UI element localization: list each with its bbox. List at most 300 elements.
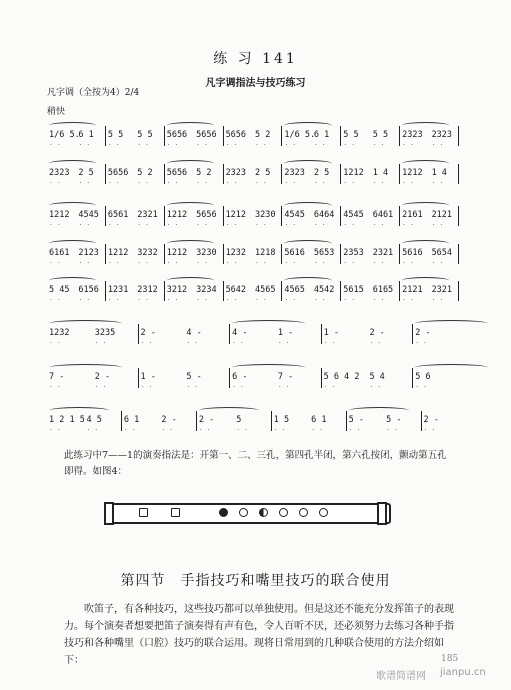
octave-dots: · · xyxy=(432,142,445,149)
octave-dots: · · xyxy=(373,260,386,267)
octave-dots: · · xyxy=(108,260,121,267)
octave-dots: · · xyxy=(50,222,62,229)
score-cell: 7 - xyxy=(277,372,294,382)
octave-dots: · · xyxy=(95,340,108,347)
exercise-subtitle: 凡字调指法与技巧练习 xyxy=(205,78,306,89)
octave-dots: · · xyxy=(370,384,383,391)
score-cell: 5654 xyxy=(431,248,453,258)
octave-dots: · · xyxy=(424,427,437,434)
bar-line xyxy=(223,206,224,226)
score-cell: 6 1 xyxy=(78,130,94,140)
flute-hole-2 xyxy=(299,508,308,517)
octave-dots: · · xyxy=(167,297,180,304)
octave-dots: · · xyxy=(197,142,209,149)
slur-mark xyxy=(284,160,331,167)
octave-dots: · · xyxy=(124,427,137,434)
score-cell: 1232 xyxy=(49,328,70,338)
octave-dots: · · xyxy=(278,384,291,391)
octave-dots: · · xyxy=(138,260,151,267)
octave-dots: · · xyxy=(167,180,180,187)
score-cell: 4545 xyxy=(284,210,305,220)
score-cell: 7 - xyxy=(49,372,65,382)
slur-mark xyxy=(402,277,449,284)
score-cell: 6561 xyxy=(107,210,129,220)
score-cell: 5615 xyxy=(343,285,364,295)
score-cell: 2323 xyxy=(431,130,453,140)
score-cell: 2 - xyxy=(140,328,156,338)
bar-line xyxy=(281,164,282,184)
octave-dots: · · xyxy=(87,427,100,434)
bar-line xyxy=(281,206,282,226)
octave-dots: · · xyxy=(416,340,428,347)
body-paragraph: 吹笛子，有各种技巧，这些技巧都可以单独使用。但是这还不能充分发挥笛子的表现力。每个演奏者想要把笛子演奏得有声有色，令人百听不厌，还必须努力去练习各种手指技巧和各种嘴里（口腔）技巧的联合运用。现将日常用到的几种联合使用的方法介绍如下： xyxy=(64,604,454,666)
flute-membrane-hole xyxy=(171,508,180,517)
score-cell: 3234 xyxy=(196,285,217,295)
octave-dots: · · xyxy=(50,384,62,391)
bar-line xyxy=(271,411,272,431)
score-cell: 5 4 xyxy=(369,372,385,382)
octave-dots: · · xyxy=(432,297,445,304)
flute-right-end xyxy=(377,502,387,525)
bar-line xyxy=(458,206,459,226)
score-cell: 6464 xyxy=(313,210,335,220)
octave-dots: · · xyxy=(237,427,249,434)
score-cell: 1231 xyxy=(107,285,129,295)
bar-line xyxy=(196,411,197,431)
octave-dots: · · xyxy=(432,222,445,229)
flute-hole-4 xyxy=(259,508,268,517)
slur-mark xyxy=(199,407,259,414)
score-cell: 1 5 xyxy=(273,415,290,425)
slur-mark xyxy=(167,277,214,284)
octave-dots: · · xyxy=(314,180,327,187)
octave-dots: · · xyxy=(138,297,151,304)
bar-line xyxy=(281,244,282,264)
score-cell: 2 - xyxy=(423,415,439,425)
bar-line xyxy=(223,281,224,301)
octave-dots: · · xyxy=(197,297,209,304)
score-cell: 2123 xyxy=(78,248,99,258)
score-cell: 5616 xyxy=(284,248,305,258)
bar-line xyxy=(340,244,341,264)
score-cell: 2121 xyxy=(402,285,423,295)
bar-line xyxy=(340,164,341,184)
score-cell: 1212 xyxy=(166,210,188,220)
slur-mark xyxy=(49,160,96,167)
score-cell: 3232 xyxy=(137,248,158,258)
slur-mark xyxy=(402,160,449,167)
octave-dots: · · xyxy=(324,384,337,391)
score-cell: 6165 xyxy=(372,285,394,295)
octave-dots: · · xyxy=(108,297,121,304)
score-cell: 2 - xyxy=(94,372,111,382)
octave-dots: · · xyxy=(50,340,62,347)
octave-dots: · · xyxy=(197,180,209,187)
octave-dots: · · xyxy=(167,260,180,267)
score-cell: 2312 xyxy=(137,285,158,295)
slur-mark xyxy=(49,320,122,327)
slur-mark xyxy=(284,202,331,209)
score-row xyxy=(47,238,459,272)
octave-dots: · · xyxy=(314,260,327,267)
score-cell: 5656 xyxy=(196,130,217,140)
bar-line xyxy=(138,324,139,344)
octave-dots: · · xyxy=(108,222,121,229)
bar-line xyxy=(399,281,400,301)
bar-line xyxy=(399,206,400,226)
octave-dots: · · xyxy=(187,340,200,347)
score-cell: 1212 xyxy=(402,168,423,178)
slur-mark xyxy=(402,202,449,209)
score-cell: 1 4 xyxy=(431,168,447,178)
octave-dots: · · xyxy=(108,180,121,187)
slur-mark xyxy=(167,202,214,209)
exercise-title: 练 习 141 xyxy=(213,51,298,67)
score-cell: 2321 xyxy=(431,285,453,295)
octave-dots: · · xyxy=(324,340,337,347)
slur-mark xyxy=(284,240,331,247)
score-cell: 3230 xyxy=(255,210,276,220)
octave-dots: · · xyxy=(274,427,287,434)
octave-dots: · · xyxy=(349,427,362,434)
score-cell: 1 2 1 5 xyxy=(49,415,85,425)
score-cell: 5 - xyxy=(348,415,364,425)
score-cell: 5 2 xyxy=(255,130,271,140)
flute-hole-5 xyxy=(239,508,248,517)
octave-dots: · · xyxy=(256,222,268,229)
score-cell: 1/6 5. xyxy=(49,130,80,140)
score-cell: 5 6 xyxy=(415,372,431,382)
octave-dots: · · xyxy=(167,222,180,229)
slur-mark xyxy=(167,160,214,167)
bar-line xyxy=(412,368,413,388)
octave-dots: · · xyxy=(50,180,62,187)
score-cell: 2323 xyxy=(284,168,305,178)
octave-dots: · · xyxy=(256,180,268,187)
score-cell: 6 1 xyxy=(313,130,330,140)
score-cell: 5 5 xyxy=(137,130,153,140)
score-cell: 3230 xyxy=(196,248,217,258)
bar-line xyxy=(229,324,230,344)
octave-dots: · · xyxy=(138,222,151,229)
bar-line xyxy=(105,244,106,264)
score-cell: 5 5 xyxy=(343,130,359,140)
octave-dots: · · xyxy=(50,427,62,434)
bar-line xyxy=(223,244,224,264)
score-row xyxy=(47,200,459,234)
octave-dots: · · xyxy=(167,142,180,149)
score-cell: 1 - xyxy=(140,372,156,382)
slur-mark xyxy=(49,202,96,209)
bar-line xyxy=(458,281,459,301)
bar-line xyxy=(458,164,459,184)
octave-dots: · · xyxy=(285,180,298,187)
octave-dots: · · xyxy=(256,297,268,304)
score-cell: 5642 xyxy=(225,285,247,295)
octave-dots: · · xyxy=(256,260,268,267)
score-cell: 2 5 xyxy=(78,168,94,178)
score-cell: 1 4 xyxy=(372,168,389,178)
bar-line xyxy=(399,244,400,264)
bar-line xyxy=(399,164,400,184)
score-cell: 2 - xyxy=(161,415,177,425)
score-cell: 5 - xyxy=(386,415,402,425)
bar-line xyxy=(229,368,230,388)
score-cell: 6156 xyxy=(78,285,99,295)
octave-dots: · · xyxy=(79,260,92,267)
score-cell: 2323 xyxy=(402,130,423,140)
octave-dots: · · xyxy=(226,222,239,229)
score-cell: 5 - xyxy=(186,372,202,382)
score-cell: 5 2 xyxy=(137,168,153,178)
score-cell: 6161 xyxy=(49,248,70,258)
octave-dots: · · xyxy=(233,384,245,391)
octave-dots: · · xyxy=(197,260,209,267)
score-cell: 2 - xyxy=(369,328,385,338)
score-cell: 5616 xyxy=(402,248,423,258)
bar-line xyxy=(421,411,422,431)
bar-line xyxy=(340,126,341,146)
bar-line xyxy=(412,324,413,344)
octave-dots: · · xyxy=(141,340,154,347)
octave-dots: · · xyxy=(138,180,151,187)
score-cell: 1/6 5. xyxy=(284,130,316,140)
octave-dots: · · xyxy=(403,180,415,187)
bar-line xyxy=(223,126,224,146)
octave-dots: · · xyxy=(403,222,415,229)
octave-dots: · · xyxy=(344,297,357,304)
score-cell: 6461 xyxy=(372,210,394,220)
score-cell: 6 - xyxy=(232,372,248,382)
key-signature: 凡字调（全按为4）2/4 xyxy=(47,88,140,98)
octave-dots: · · xyxy=(50,297,62,304)
score-cell: 5 6 4 2 xyxy=(323,372,360,382)
score-cell: 5 xyxy=(236,415,242,425)
slur-mark xyxy=(402,240,449,247)
octave-dots: · · xyxy=(403,142,415,149)
bar-line xyxy=(105,206,106,226)
octave-dots: · · xyxy=(344,180,357,187)
slur-mark xyxy=(167,122,214,129)
score-cell: 4565 xyxy=(284,285,305,295)
octave-dots: · · xyxy=(373,297,386,304)
score-cell: 4542 xyxy=(313,285,335,295)
octave-dots: · · xyxy=(416,384,428,391)
octave-dots: · · xyxy=(432,180,445,187)
section-heading: 第四节 手指技巧和嘴里技巧的联合使用 xyxy=(120,573,391,589)
octave-dots: · · xyxy=(344,222,357,229)
octave-dots: · · xyxy=(285,142,298,149)
octave-dots: · · xyxy=(50,142,62,149)
score-cell: 6 1 xyxy=(123,415,140,425)
octave-dots: · · xyxy=(79,222,92,229)
bar-line xyxy=(138,368,139,388)
octave-dots: · · xyxy=(285,222,298,229)
score-row xyxy=(47,275,459,309)
octave-dots: · · xyxy=(138,142,151,149)
score-cell: 1212 xyxy=(107,248,129,258)
score-cell: 4565 xyxy=(255,285,276,295)
bar-line xyxy=(223,164,224,184)
score-cell: 1212 xyxy=(166,248,188,258)
score-cell: 2321 xyxy=(372,248,394,258)
octave-dots: · · xyxy=(278,340,291,347)
bar-line xyxy=(321,368,322,388)
score-cell: 2 5 xyxy=(313,168,330,178)
octave-dots: · · xyxy=(373,142,386,149)
bar-line xyxy=(164,244,165,264)
octave-dots: · · xyxy=(226,180,239,187)
score-cell: 4545 xyxy=(343,210,364,220)
bar-line xyxy=(281,126,282,146)
score-row xyxy=(47,158,459,192)
octave-dots: · · xyxy=(285,260,298,267)
score-cell: 1 - xyxy=(323,328,340,338)
octave-dots: · · xyxy=(387,427,399,434)
octave-dots: · · xyxy=(79,180,92,187)
score-cell: 1 - xyxy=(277,328,294,338)
bar-line xyxy=(399,126,400,146)
bar-line xyxy=(164,126,165,146)
octave-dots: · · xyxy=(79,142,92,149)
flute-hole-6 xyxy=(219,508,228,517)
octave-dots: · · xyxy=(256,142,268,149)
octave-dots: · · xyxy=(95,384,108,391)
octave-dots: · · xyxy=(197,222,209,229)
score-cell: 5656 xyxy=(225,130,247,140)
score-cell: 5653 xyxy=(313,248,335,258)
score-cell: 3235 xyxy=(94,328,116,338)
bar-line xyxy=(121,411,122,431)
slur-mark xyxy=(402,122,449,129)
octave-dots: · · xyxy=(312,427,324,434)
score-cell: 2 - xyxy=(198,415,215,425)
octave-dots: · · xyxy=(79,297,92,304)
score-cell: 1232 xyxy=(225,248,247,258)
slur-mark xyxy=(284,277,331,284)
octave-dots: · · xyxy=(314,142,327,149)
score-cell: 2 5 xyxy=(255,168,271,178)
score-cell: 5656 xyxy=(196,210,217,220)
slur-mark xyxy=(167,240,214,247)
bar-line xyxy=(340,281,341,301)
score-cell: 1218 xyxy=(255,248,276,258)
octave-dots: · · xyxy=(403,260,415,267)
score-cell: 2353 xyxy=(343,248,364,258)
octave-dots: · · xyxy=(344,142,357,149)
bar-line xyxy=(105,281,106,301)
fingering-note: 此练习中7——1的演奏指法是：开第一、二、三孔，第四孔半闭，第六孔按闭，颤动第五孔即得。如图4： xyxy=(64,450,447,477)
score-cell: 4 5 xyxy=(86,415,102,425)
bar-line xyxy=(458,244,459,264)
octave-dots: · · xyxy=(226,297,239,304)
score-cell: 2323 xyxy=(49,168,70,178)
bar-line xyxy=(105,164,106,184)
score-cell: 5656 xyxy=(166,130,188,140)
octave-dots: · · xyxy=(50,260,62,267)
octave-dots: · · xyxy=(370,340,383,347)
score-cell: 3212 xyxy=(166,285,188,295)
octave-dots: · · xyxy=(344,260,357,267)
score-cell: 4 - xyxy=(186,328,202,338)
slur-mark xyxy=(232,320,305,327)
flute-hole-3 xyxy=(279,508,288,517)
bar-line xyxy=(281,281,282,301)
watermark-url: jianpu.cn xyxy=(440,667,486,678)
score-cell: 5 5 xyxy=(372,130,389,140)
octave-dots: · · xyxy=(226,142,239,149)
octave-dots: · · xyxy=(285,297,298,304)
slur-mark xyxy=(415,320,488,327)
bar-line xyxy=(105,126,106,146)
bar-line xyxy=(164,206,165,226)
slur-mark xyxy=(232,364,305,371)
slur-mark xyxy=(284,122,331,129)
score-cell: 5 5 xyxy=(107,130,124,140)
score-row xyxy=(47,120,459,154)
score-cell: 4 - xyxy=(232,328,248,338)
octave-dots: · · xyxy=(187,384,200,391)
octave-dots: · · xyxy=(199,427,212,434)
bar-line xyxy=(164,164,165,184)
octave-dots: · · xyxy=(108,142,121,149)
score-cell: 4545 xyxy=(78,210,99,220)
score-cell: 1212 xyxy=(343,168,364,178)
flute-diagram xyxy=(107,503,391,524)
octave-dots: · · xyxy=(233,340,245,347)
score-cell: 6 1 xyxy=(311,415,327,425)
score-cell: 2323 xyxy=(225,168,247,178)
slur-mark xyxy=(49,407,109,414)
flute-hole-1 xyxy=(319,508,328,517)
score-row xyxy=(47,318,459,352)
slur-mark xyxy=(49,122,96,129)
score-row xyxy=(47,362,459,396)
slur-mark xyxy=(49,277,96,284)
octave-dots: · · xyxy=(314,222,327,229)
score-cell: 2161 xyxy=(402,210,423,220)
score-cell: 2121 xyxy=(431,210,453,220)
score-cell: 5656 xyxy=(107,168,129,178)
octave-dots: · · xyxy=(373,222,386,229)
score-row xyxy=(47,405,459,439)
flute-embouchure-hole xyxy=(139,508,148,517)
octave-dots: · · xyxy=(403,297,415,304)
score-cell: 5 2 xyxy=(196,168,212,178)
slur-mark xyxy=(49,240,96,247)
bar-line xyxy=(340,206,341,226)
score-cell: 2 - xyxy=(415,328,431,338)
watermark-site: 歌谱简谱网 xyxy=(376,671,426,682)
bar-line xyxy=(164,281,165,301)
octave-dots: · · xyxy=(226,260,239,267)
octave-dots: · · xyxy=(314,297,327,304)
score-cell: 1212 xyxy=(225,210,247,220)
score-cell: 1212 xyxy=(49,210,70,220)
octave-dots: · · xyxy=(141,384,154,391)
flute-left-end xyxy=(104,502,114,525)
tempo-marking: 稍快 xyxy=(47,107,66,117)
page-number: 185 xyxy=(441,654,459,664)
bar-line xyxy=(346,411,347,431)
octave-dots: · · xyxy=(373,180,386,187)
score-cell: 5656 xyxy=(166,168,188,178)
slur-mark xyxy=(49,364,122,371)
slur-mark xyxy=(349,407,409,414)
bar-line xyxy=(321,324,322,344)
slur-mark xyxy=(415,364,488,371)
score-cell: 5 45 xyxy=(49,285,70,295)
